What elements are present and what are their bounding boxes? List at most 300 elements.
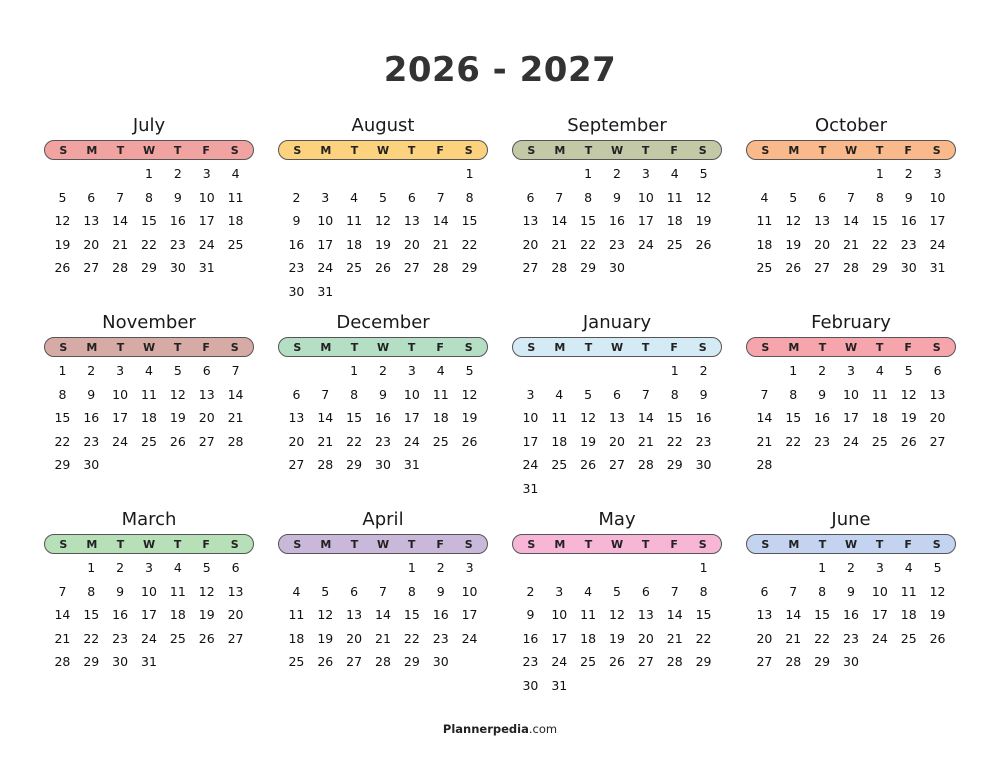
day-cell: 16: [83, 410, 100, 425]
day-cell: 3: [202, 166, 211, 181]
day-cell: 25: [141, 433, 157, 449]
month-name: August: [351, 115, 415, 136]
day-cell: 19: [198, 607, 215, 622]
day-cell: 27: [814, 260, 831, 275]
day-cell: 5: [933, 560, 942, 575]
weekday-label: S: [698, 340, 707, 354]
day-cell: 6: [933, 363, 942, 378]
day-cell: 17: [141, 607, 157, 622]
day-cell: 23: [900, 236, 917, 252]
day-cell: 9: [847, 583, 855, 599]
day-cell: 12: [198, 583, 215, 599]
day-cell: 30: [609, 260, 625, 275]
empty-cell: [574, 359, 603, 383]
day-cell: 15: [814, 607, 831, 622]
weekday-label: F: [202, 340, 210, 354]
weekday-header: [746, 337, 956, 357]
day-cell: 29: [54, 457, 71, 472]
weekday-label: T: [875, 143, 884, 157]
day-cell: 11: [756, 213, 773, 228]
day-cell: 8: [87, 583, 96, 599]
day-cell: 27: [346, 654, 363, 669]
weekday-label: F: [670, 143, 678, 157]
day-cell: 5: [321, 583, 330, 599]
day-cell: 26: [900, 433, 917, 449]
empty-cell: [808, 162, 837, 186]
day-cell: 4: [173, 560, 182, 575]
weekday-label: S: [932, 143, 941, 157]
day-cell: 31: [929, 260, 946, 275]
day-cell: 24: [637, 236, 654, 252]
weekday-header: [278, 140, 488, 160]
day-cell: 15: [785, 410, 802, 425]
month-name: September: [567, 115, 667, 136]
day-cell: 10: [317, 213, 334, 228]
weekday-label: S: [464, 537, 473, 551]
weekday-label: M: [788, 143, 800, 157]
day-cell: 27: [198, 433, 215, 449]
day-cell: 15: [871, 213, 888, 228]
day-cell: 17: [929, 213, 946, 228]
day-cell: 29: [141, 260, 157, 275]
weekday-header: [512, 534, 722, 554]
day-cell: 30: [83, 457, 100, 472]
day-cell: 23: [609, 236, 625, 252]
day-cell: 18: [169, 607, 186, 622]
day-cell: 21: [637, 433, 654, 449]
day-cell: 25: [288, 654, 305, 669]
weekday-header: [746, 534, 956, 554]
day-cell: 17: [871, 607, 888, 622]
weekday-label: S: [698, 143, 707, 157]
empty-cell: [369, 556, 398, 580]
day-cell: 22: [403, 630, 420, 646]
day-cell: 10: [522, 410, 539, 425]
day-cell: 2: [292, 189, 301, 205]
weekday-label: T: [407, 340, 416, 354]
day-cell: 18: [900, 607, 917, 622]
day-cell: 15: [666, 410, 683, 425]
empty-cell: [631, 556, 660, 580]
day-cell: 9: [379, 386, 387, 402]
day-cell: 17: [843, 410, 859, 425]
day-cell: 4: [904, 560, 913, 575]
weekday-label: M: [320, 340, 332, 354]
day-cell: 5: [465, 363, 474, 378]
day-cell: 18: [432, 410, 449, 425]
day-cell: 28: [843, 260, 859, 275]
day-cell: 22: [814, 630, 831, 646]
empty-cell: [340, 162, 369, 186]
page-title: 2026 - 2027: [383, 50, 617, 90]
day-cell: 21: [843, 236, 859, 252]
day-cell: 2: [818, 363, 827, 378]
day-cell: 10: [198, 189, 215, 205]
day-cell: 1: [87, 560, 96, 575]
weekday-label: F: [436, 340, 444, 354]
footer-brand: Plannerpedia: [442, 722, 529, 736]
weekday-label: T: [818, 143, 827, 157]
day-cell: 5: [202, 560, 211, 575]
day-cell: 14: [666, 607, 683, 622]
day-cell: 2: [904, 166, 913, 181]
day-cell: 8: [670, 386, 679, 402]
weekday-label: T: [173, 537, 182, 551]
day-cell: 11: [871, 386, 888, 402]
day-cell: 23: [375, 433, 391, 449]
day-cell: 1: [670, 363, 679, 378]
day-cell: 7: [321, 386, 330, 402]
empty-cell: [516, 556, 545, 580]
day-cell: 31: [403, 457, 420, 472]
day-cell: 5: [613, 583, 621, 599]
day-cell: 4: [670, 166, 679, 181]
day-cell: 10: [843, 386, 859, 402]
day-cell: 22: [695, 630, 712, 646]
day-cell: 14: [375, 607, 391, 622]
day-cell: 6: [231, 560, 240, 575]
day-cell: 20: [609, 433, 625, 449]
day-cell: 10: [461, 583, 478, 599]
weekday-label: T: [173, 143, 182, 157]
weekday-label: M: [554, 537, 566, 551]
day-cell: 2: [173, 166, 182, 181]
day-cell: 23: [814, 433, 831, 449]
day-cell: 20: [198, 410, 215, 425]
weekday-label: M: [86, 143, 98, 157]
weekday-label: T: [584, 340, 593, 354]
day-cell: 24: [522, 457, 539, 472]
day-cell: 24: [929, 236, 946, 252]
day-cell: 19: [317, 630, 334, 646]
day-cell: 4: [760, 189, 769, 205]
weekday-label: T: [584, 537, 593, 551]
day-cell: 29: [666, 457, 683, 472]
day-cell: 21: [551, 236, 568, 252]
weekday-label: S: [527, 537, 536, 551]
empty-cell: [397, 162, 426, 186]
day-cell: 8: [407, 583, 416, 599]
empty-cell: [369, 162, 398, 186]
day-cell: 28: [785, 654, 802, 669]
weekday-label: T: [407, 143, 416, 157]
day-cell: 21: [112, 236, 129, 252]
day-cell: 24: [141, 630, 157, 646]
day-cell: 12: [900, 386, 917, 402]
day-cell: 26: [785, 260, 802, 275]
weekday-label: S: [761, 537, 770, 551]
day-cell: 11: [227, 189, 244, 205]
day-cell: 24: [112, 433, 129, 449]
day-cell: 19: [609, 630, 625, 646]
weekday-label: T: [350, 537, 359, 551]
day-cell: 25: [432, 433, 449, 449]
day-cell: 15: [695, 607, 712, 622]
day-cell: 1: [789, 363, 798, 378]
day-cell: 22: [461, 236, 478, 252]
weekday-label: S: [464, 143, 473, 157]
month-december: [278, 311, 488, 477]
day-cell: 21: [317, 433, 334, 449]
day-cell: 14: [785, 607, 802, 622]
day-cell: 1: [350, 363, 359, 378]
day-cell: 8: [350, 386, 359, 402]
day-cell: 28: [317, 457, 334, 472]
empty-cell: [282, 162, 311, 186]
day-cell: 26: [198, 630, 215, 646]
weekday-label: T: [875, 340, 884, 354]
day-cell: 19: [54, 236, 71, 252]
day-cell: 10: [551, 607, 568, 622]
day-cell: 27: [756, 654, 773, 669]
day-cell: 3: [933, 166, 942, 181]
day-cell: 15: [141, 213, 157, 228]
weekday-label: S: [464, 340, 473, 354]
day-cell: 3: [321, 189, 330, 205]
weekday-label: S: [527, 143, 536, 157]
day-cell: 7: [436, 189, 445, 205]
day-cell: 3: [555, 583, 564, 599]
day-cell: 11: [141, 386, 157, 402]
day-cell: 17: [112, 410, 129, 425]
day-cell: 19: [929, 607, 946, 622]
day-cell: 1: [58, 363, 67, 378]
day-cell: 30: [900, 260, 917, 275]
weekday-label: T: [116, 340, 125, 354]
empty-cell: [311, 556, 340, 580]
day-cell: 25: [756, 260, 773, 275]
day-cell: 29: [814, 654, 831, 669]
day-cell: 10: [403, 386, 420, 402]
day-cell: 28: [666, 654, 683, 669]
day-cell: 1: [699, 560, 708, 575]
day-cell: 8: [789, 386, 798, 402]
day-cell: 10: [112, 386, 129, 402]
day-cell: 12: [609, 607, 625, 622]
day-cell: 22: [580, 236, 597, 252]
day-cell: 26: [929, 630, 946, 646]
day-grid: [746, 162, 956, 280]
day-cell: 11: [900, 583, 917, 599]
day-cell: 3: [847, 363, 855, 378]
empty-cell: [311, 359, 340, 383]
empty-cell: [750, 162, 779, 186]
weekday-label: F: [904, 537, 912, 551]
weekday-label: W: [142, 537, 156, 551]
day-cell: 24: [461, 630, 478, 646]
day-cell: 28: [227, 433, 244, 449]
month-name: February: [811, 312, 891, 333]
day-grid: [512, 556, 722, 697]
weekday-header: [44, 337, 254, 357]
day-cell: 22: [871, 236, 888, 252]
weekday-label: T: [173, 340, 182, 354]
day-cell: 20: [346, 630, 363, 646]
day-cell: 13: [609, 410, 625, 425]
month-november: [44, 311, 254, 477]
day-cell: 20: [288, 433, 305, 449]
weekday-label: W: [610, 340, 624, 354]
day-cell: 23: [83, 433, 100, 449]
day-cell: 23: [522, 654, 539, 669]
footer-suffix: .com: [528, 722, 558, 736]
day-cell: 2: [526, 583, 535, 599]
day-cell: 5: [699, 166, 708, 181]
month-february: [746, 311, 956, 477]
day-cell: 21: [375, 630, 391, 646]
day-cell: 17: [198, 213, 215, 228]
day-cell: 11: [169, 583, 186, 599]
day-cell: 8: [145, 189, 153, 205]
day-cell: 8: [818, 583, 827, 599]
empty-cell: [779, 162, 808, 186]
day-cell: 27: [637, 654, 654, 669]
weekday-label: T: [116, 143, 125, 157]
weekday-label: W: [610, 143, 624, 157]
day-cell: 4: [231, 166, 240, 181]
footer: [0, 722, 1000, 736]
month-october: [746, 114, 956, 280]
day-cell: 9: [292, 213, 301, 228]
empty-cell: [426, 162, 455, 186]
day-cell: 22: [54, 433, 71, 449]
day-cell: 22: [346, 433, 363, 449]
day-cell: 13: [403, 213, 420, 228]
day-cell: 16: [814, 410, 831, 425]
weekday-label: T: [584, 143, 593, 157]
day-cell: 21: [227, 410, 244, 425]
weekday-header: [278, 337, 488, 357]
day-cell: 15: [54, 410, 71, 425]
day-cell: 20: [227, 607, 244, 622]
day-cell: 5: [173, 363, 182, 378]
day-cell: 14: [843, 213, 859, 228]
weekday-label: S: [230, 537, 239, 551]
day-cell: 28: [432, 260, 449, 275]
day-cell: 7: [555, 189, 564, 205]
day-cell: 12: [169, 386, 186, 402]
day-cell: 8: [465, 189, 474, 205]
weekday-label: F: [904, 143, 912, 157]
empty-cell: [603, 556, 632, 580]
weekday-label: F: [670, 340, 678, 354]
day-grid: [44, 162, 254, 280]
day-cell: 28: [756, 457, 773, 472]
weekday-label: W: [142, 340, 156, 354]
weekday-label: M: [788, 537, 800, 551]
weekday-label: M: [554, 143, 566, 157]
weekday-label: S: [230, 340, 239, 354]
day-cell: 20: [522, 236, 539, 252]
day-cell: 22: [666, 433, 683, 449]
weekday-label: M: [320, 143, 332, 157]
weekday-label: M: [788, 340, 800, 354]
month-july: [44, 114, 254, 280]
day-cell: 25: [346, 260, 363, 275]
day-cell: 24: [403, 433, 420, 449]
day-cell: 13: [756, 607, 773, 622]
day-cell: 14: [637, 410, 654, 425]
weekday-label: F: [202, 537, 210, 551]
weekday-label: T: [350, 340, 359, 354]
day-cell: 26: [609, 654, 625, 669]
empty-cell: [48, 556, 77, 580]
day-grid: [44, 359, 254, 477]
day-cell: 24: [198, 236, 215, 252]
day-cell: 20: [83, 236, 100, 252]
day-cell: 5: [789, 189, 798, 205]
day-cell: 31: [317, 283, 334, 299]
month-name: May: [598, 509, 636, 530]
day-cell: 4: [350, 189, 359, 205]
day-cell: 9: [526, 607, 535, 622]
day-cell: 28: [375, 654, 391, 669]
weekday-label: T: [116, 537, 125, 551]
day-cell: 27: [403, 260, 420, 275]
day-cell: 12: [695, 189, 712, 205]
empty-cell: [574, 556, 603, 580]
weekday-label: T: [641, 537, 650, 551]
day-cell: 26: [695, 236, 712, 252]
month-name: June: [831, 509, 871, 530]
day-cell: 5: [584, 386, 593, 402]
day-cell: 17: [461, 607, 478, 622]
day-cell: 2: [116, 560, 125, 575]
weekday-label: W: [142, 143, 156, 157]
day-cell: 12: [785, 213, 802, 228]
day-cell: 2: [379, 363, 387, 378]
weekday-label: W: [376, 340, 390, 354]
day-cell: 29: [580, 260, 597, 275]
day-cell: 14: [756, 410, 773, 425]
weekday-label: F: [670, 537, 678, 551]
day-cell: 6: [818, 189, 827, 205]
day-cell: 14: [317, 410, 334, 425]
day-cell: 22: [83, 630, 100, 646]
month-name: March: [121, 509, 177, 530]
day-cell: 2: [699, 363, 708, 378]
day-cell: 4: [436, 363, 445, 378]
empty-cell: [750, 359, 779, 383]
day-cell: 1: [875, 166, 884, 181]
weekday-label: M: [320, 537, 332, 551]
day-cell: 7: [789, 583, 798, 599]
day-cell: 4: [145, 363, 153, 378]
day-cell: 15: [83, 607, 100, 622]
day-cell: 31: [522, 480, 539, 496]
day-cell: 6: [613, 386, 621, 402]
weekday-label: T: [818, 340, 827, 354]
day-cell: 15: [580, 213, 597, 228]
month-name: November: [102, 312, 196, 333]
day-cell: 30: [375, 457, 391, 472]
empty-cell: [77, 162, 106, 186]
weekday-label: W: [844, 537, 858, 551]
day-cell: 27: [227, 630, 244, 646]
day-cell: 29: [871, 260, 888, 275]
weekday-header: [512, 337, 722, 357]
day-cell: 23: [843, 630, 859, 646]
weekday-header: [278, 534, 488, 554]
day-cell: 30: [522, 677, 539, 693]
day-cell: 13: [198, 386, 215, 402]
day-cell: 16: [609, 213, 625, 228]
weekday-label: S: [761, 340, 770, 354]
day-cell: 29: [403, 654, 420, 669]
day-cell: 3: [875, 560, 884, 575]
day-cell: 19: [375, 236, 391, 252]
day-cell: 11: [551, 410, 568, 425]
